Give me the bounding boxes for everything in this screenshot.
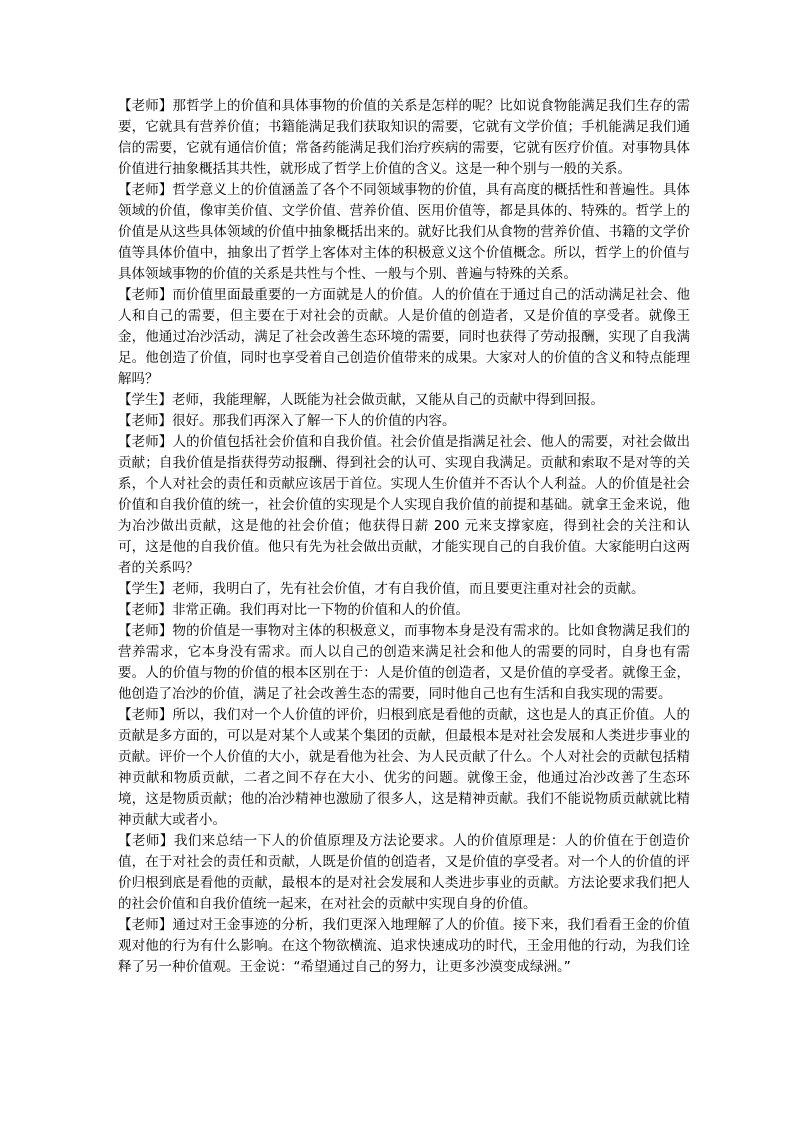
- speaker-label: 【老师】: [118, 623, 173, 639]
- dialogue-paragraph: [118, 600, 690, 621]
- dialogue-paragraph: [118, 579, 690, 600]
- paragraph-text: 很好。那我们再深入了解一下人的价值的内容。: [172, 413, 456, 429]
- paragraph-text: 而价值里面最重要的一方面就是人的价值。人的价值在于通过自己的活动满足社会、他人和自己的需要，但主要在于对社会的贡献。人是价值的创造者，又是价值的享受者。就像王金，他通过冶沙活动，满足了社会改善生态环境的需要，同时也获得了劳动报酬，实现了自我满足。他创造了价值，同时也享受着自己创造价值带来的成果。大家对人的价值的含义和特点能理解吗？: [118, 287, 691, 387]
- speaker-label: 【老师】: [118, 833, 174, 849]
- paragraph-text: 哲学意义上的价值涵盖了各个不同领域事物的价值，具有高度的概括性和普遍性。具体领域的价值，像审美价值、文学价值、营养价值、医用价值等，都是具体的、特殊的。哲学上的价值是从这些具体领域的价值中抽象概括出来的。就好比我们从食物的营养价值、书籍的文学价值等具体价值中，抽象出了哲学上客体对主体的积极意义这个价值概念。所以，哲学上的价值与具体领域事物的价值的关系是共性与个性、一般与个别、普遍与特殊的关系。: [118, 182, 691, 282]
- paragraph-text: 通过对王金事迹的分析，我们更深入地理解了人的价值。接下来，我们看看王金的价值观对他的行为有什么影响。在这个物欲横流、追求快速成功的时代，王金用他的行动，为我们诠释了另一种价值观。王金说：“希望通过自己的努力，让更多沙漠变成绿洲。”: [118, 917, 691, 975]
- paragraph-text: 非常正确。我们再对比一下物的价值和人的价值。: [172, 602, 469, 618]
- paragraph-text: 老师，我能理解，人既能为社会做贡献，又能从自己的贡献中得到回报。: [172, 392, 604, 408]
- document-body: [118, 96, 690, 978]
- speaker-label: 【老师】: [118, 98, 173, 114]
- dialogue-paragraph: [118, 831, 690, 915]
- dialogue-paragraph: [118, 432, 690, 579]
- dialogue-paragraph: [118, 915, 690, 978]
- speaker-label: 【老师】: [118, 287, 173, 303]
- paragraph-text: 所以，我们对一个人价值的评价，归根到底是看他的贡献，这也是人的真正价值。人的贡献是多方面的，可以是对某个人或某个集团的贡献，但最根本是对社会发展和人类进步事业的贡献。评价一个人价值的大小，就是看他为社会、为人民贡献了什么。个人对社会的贡献包括精神贡献和物质贡献，二者之间不存在大小、优劣的问题。就像王金，他通过冶沙改善了生态环境，这是物质贡献；他的冶沙精神也激励了很多人，这是精神贡献。我们不能说物质贡献就比精神贡献大或者小。: [118, 707, 691, 828]
- speaker-label: 【老师】: [118, 707, 173, 723]
- paragraph-text: 人的价值包括社会价值和自我价值。社会价值是指满足社会、他人的需要，对社会做出贡献；自我价值是指获得劳动报酬、得到社会的认可、实现自我满足。贡献和索取不是对等的关系，个人对社会的责任和贡献应该居于首位。实现人生价值并不否认个人利益。人的价值是社会价值和自我价值的统一，社会价值的实现是个人实现自我价值的前提和基础。就拿王金来说，他为冶沙做出贡献，这是他的社会价值；他获得日薪 200 元来支撑家庭，得到社会的关注和认可，这是他的自我价值。他只有先为社会做出贡献，才能实现自己的自我价值。大家能明白这两者的关系吗？: [118, 434, 691, 576]
- dialogue-paragraph: [118, 285, 690, 390]
- dialogue-paragraph: [118, 621, 690, 705]
- speaker-label: 【老师】: [118, 434, 173, 450]
- dialogue-paragraph: [118, 411, 690, 432]
- speaker-label: 【老师】: [118, 917, 173, 933]
- dialogue-paragraph: [118, 390, 690, 411]
- dialogue-paragraph: [118, 180, 690, 285]
- dialogue-paragraph: [118, 96, 690, 180]
- speaker-label: 【学生】: [118, 392, 172, 408]
- speaker-label: 【老师】: [118, 182, 173, 198]
- paragraph-text: 我们来总结一下人的价值原理及方法论要求。人的价值原理是：人的价值在于创造价值，在于对社会的责任和贡献，人既是价值的创造者，又是价值的享受者。对一个人的价值的评价归根到底是看他的贡献，最根本的是对社会发展和人类进步事业的贡献。方法论要求我们把人的社会价值和自我价值统一起来，在对社会的贡献中实现自身的价值。: [118, 833, 691, 912]
- speaker-label: 【老师】: [118, 413, 172, 429]
- paragraph-text: 老师，我明白了，先有社会价值，才有自我价值，而且要更注重对社会的贡献。: [172, 581, 645, 597]
- speaker-label: 【学生】: [118, 581, 172, 597]
- speaker-label: 【老师】: [118, 602, 172, 618]
- paragraph-text: 那哲学上的价值和具体事物的价值的关系是怎样的呢？比如说食物能满足我们生存的需要，它就具有营养价值；书籍能满足我们获取知识的需要，它就有文学价值；手机能满足我们通信的需要，它就有通信价值；常备药能满足我们治疗疾病的需要，它就有医疗价值。对事物具体价值进行抽象概括其共性，就形成了哲学上价值的含义。这是一种个别与一般的关系。: [118, 98, 691, 177]
- paragraph-text: 物的价值是一事物对主体的积极意义，而事物本身是没有需求的。比如食物满足我们的营养需求，它本身没有需求。而人以自己的创造来满足社会和他人的需要的同时，自身也有需要。人的价值与物的价值的根本区别在于：人是价值的创造者，又是价值的享受者。就像王金，他创造了冶沙的价值，满足了社会改善生态的需要，同时他自己也有生活和自我实现的需要。: [118, 623, 691, 702]
- dialogue-paragraph: [118, 705, 690, 831]
